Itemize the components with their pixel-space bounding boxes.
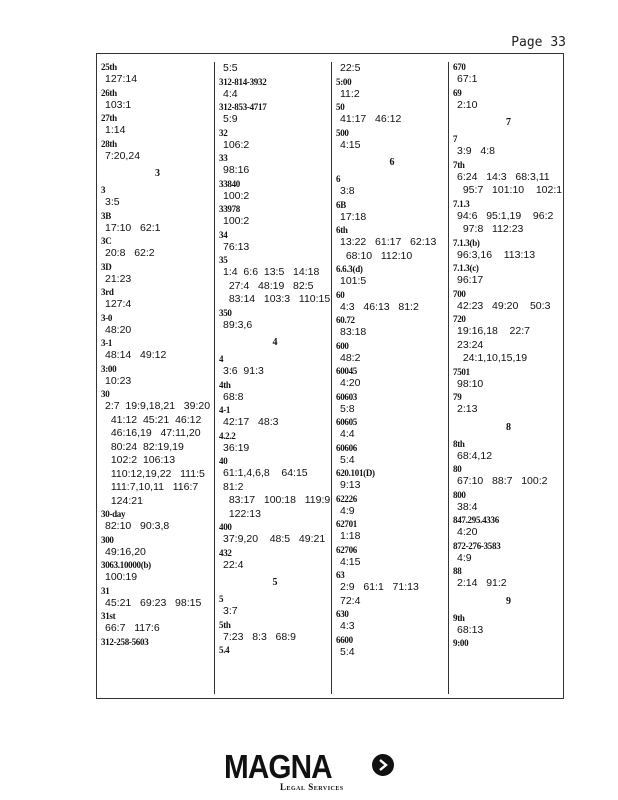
- page-line-references: 2:14 91:2: [457, 577, 507, 589]
- page-line-references: 9:13: [340, 479, 361, 491]
- index-term: 3D: [101, 261, 112, 272]
- index-term: 720: [453, 314, 466, 324]
- index-entry: [336, 200, 448, 225]
- page-line-references: 68:8: [223, 390, 244, 403]
- index-entry: [219, 204, 331, 229]
- index-entry: [453, 199, 564, 237]
- page-line-references: 10:23: [105, 374, 132, 387]
- index-term: 50: [336, 102, 345, 112]
- index-letter-heading: 8: [506, 421, 511, 433]
- index-entry: [219, 594, 331, 619]
- index-column-4: [448, 62, 564, 694]
- index-term: 620.101(D): [336, 468, 375, 478]
- index-term: 312-814-3932: [219, 76, 267, 87]
- index-term: 34: [219, 229, 228, 240]
- index-term: 35: [219, 255, 228, 265]
- page-number: Page 33: [511, 35, 566, 50]
- index-term: 3063.10000(b): [101, 560, 151, 570]
- index-entry: [219, 405, 331, 430]
- page-line-references: 22:4: [223, 558, 244, 571]
- index-entry: [336, 264, 448, 289]
- index-term: 7: [453, 134, 458, 144]
- page-line-references: 94:6 95:1,19 96:2 97:8 112:23: [457, 209, 554, 235]
- index-column-2: [214, 62, 331, 694]
- index-term: 4: [219, 354, 224, 364]
- page-line-references: 17:18: [340, 210, 367, 223]
- index-entry: [101, 535, 214, 560]
- page-line-references: 36:19: [223, 441, 250, 454]
- index-entry: [219, 230, 331, 255]
- page-line-references: 2:10: [457, 98, 478, 111]
- index-entry: [219, 77, 331, 102]
- index-entry: [101, 611, 214, 636]
- page-line-references: 98:10: [457, 377, 484, 390]
- page-line-references: 42:17 48:3: [223, 416, 279, 428]
- index-term: 5:00: [336, 76, 352, 87]
- index-term: 312-853-4717: [219, 102, 267, 112]
- page-line-references: 68:4,12: [457, 449, 493, 462]
- page-line-references: 42:23 49:20 50:3: [457, 299, 551, 312]
- index-term: 500: [336, 127, 349, 138]
- index-entry: [336, 635, 448, 660]
- arrow-circle-icon: [372, 754, 394, 776]
- page-line-references: 48:14 49:12: [105, 349, 167, 361]
- logo-tagline: Legal Services: [280, 782, 344, 792]
- index-entry: [101, 236, 214, 261]
- page-line-references: 4:20: [457, 526, 478, 538]
- page-line-references: 4:3 46:13 81:2: [340, 300, 419, 313]
- index-column-1: [97, 62, 214, 694]
- page-line-references: 82:10 90:3,8: [105, 520, 170, 532]
- page-line-references: 66:7 117:6: [105, 622, 160, 634]
- index-term: 62706: [336, 544, 358, 555]
- index-term: 350: [219, 307, 232, 318]
- page-line-references: 100:2: [223, 189, 250, 202]
- index-entry: [453, 62, 564, 87]
- index-letter-heading: 5: [272, 577, 278, 588]
- page-line-references: 41:17 46:12: [340, 113, 402, 125]
- page-line-references: 11:2: [340, 87, 360, 100]
- index-entry: [336, 290, 448, 315]
- page-line-references: 3:7: [223, 605, 238, 617]
- index-term: 6: [336, 174, 341, 184]
- page-line-references: 4:20: [340, 377, 361, 389]
- index-term: 3C: [101, 236, 112, 246]
- index-entry: [453, 638, 564, 649]
- index-term: 400: [219, 522, 232, 532]
- index-entry: [219, 620, 331, 645]
- page-line-references: 103:1: [105, 98, 132, 111]
- index-entry: [336, 417, 448, 442]
- index-term: 31: [101, 585, 110, 596]
- index-term: 7.1.3: [453, 198, 470, 209]
- index-entry: [336, 225, 448, 263]
- index-entry: [219, 645, 331, 656]
- index-entry: [101, 509, 214, 534]
- index-term: 30: [101, 389, 110, 399]
- index-term: 9:00: [453, 638, 469, 648]
- index-term: 3rd: [101, 287, 114, 297]
- index-entry: [453, 314, 564, 366]
- index-entry: [219, 255, 331, 307]
- index-entry: [219, 62, 331, 76]
- index-entry: [101, 139, 214, 164]
- index-term: 88: [453, 566, 462, 576]
- index-entry: [101, 262, 214, 287]
- index-entry: [219, 431, 331, 456]
- index-letter-heading: 7: [506, 117, 511, 128]
- index-term: 33978: [219, 204, 241, 214]
- page-line-references: 7:20,24: [105, 149, 141, 162]
- page-line-references: 45:21 69:23 98:15: [105, 596, 202, 609]
- page-line-references: 5:5: [223, 62, 238, 74]
- index-term: 6.6.3(d): [336, 264, 363, 274]
- index-entry: [101, 211, 214, 236]
- page-line-references: 3:8: [340, 185, 355, 197]
- index-term: 3: [101, 185, 106, 195]
- index-term: 7.1.3(c): [453, 263, 479, 273]
- index-term: 32: [219, 127, 228, 138]
- index-term: 432: [219, 547, 232, 558]
- page-line-references: 38:4: [457, 500, 478, 513]
- index-term: 630: [336, 609, 349, 619]
- index-term: 3-1: [101, 338, 113, 348]
- index-term: 5th: [219, 619, 231, 630]
- index-term: 4-1: [219, 405, 231, 415]
- index-term: 60: [336, 289, 345, 300]
- index-term: 63: [336, 570, 345, 580]
- page-line-references: 21:23: [105, 272, 132, 285]
- index-entry: [336, 519, 448, 544]
- index-term: 60603: [336, 391, 358, 402]
- index-entry: [219, 153, 331, 178]
- index-entry: [336, 102, 448, 127]
- index-term: 62226: [336, 493, 358, 504]
- index-letter-heading: 9: [506, 595, 511, 607]
- index-entry: [101, 287, 214, 312]
- index-term: 60.72: [336, 315, 355, 325]
- word-index-frame: [96, 53, 564, 699]
- index-term: 40: [219, 456, 228, 466]
- index-entry: [453, 566, 564, 591]
- index-entry: [336, 609, 448, 634]
- index-entry: [453, 515, 564, 540]
- index-entry: [219, 102, 331, 127]
- index-entry: [336, 366, 448, 391]
- index-term: 60045: [336, 366, 358, 376]
- index-term: 9th: [453, 612, 465, 623]
- page-line-references: 68:13: [457, 623, 484, 636]
- index-entry: [219, 354, 331, 379]
- page-line-references: 5:9: [223, 113, 238, 125]
- index-entry: [336, 545, 448, 570]
- page-line-references: 127:14: [105, 73, 138, 85]
- index-term: 69: [453, 87, 462, 98]
- page-line-references: 48:20: [105, 323, 132, 336]
- page-line-references: 4:4: [340, 428, 355, 440]
- page-line-references: 7:23 8:3 68:9: [223, 630, 296, 643]
- index-term: 31st: [101, 611, 116, 621]
- page-line-references: 37:9,20 48:5 49:21: [223, 533, 326, 545]
- page-line-references: 1:18: [340, 530, 361, 542]
- index-entry: [336, 62, 448, 76]
- index-term: 7.1.3(b): [453, 237, 480, 248]
- page-line-references: 100:2: [223, 215, 250, 227]
- index-entry: [219, 380, 331, 405]
- index-term: 27th: [101, 113, 117, 123]
- page-line-references: 1:14: [105, 124, 126, 136]
- index-entry: [101, 113, 214, 138]
- page-line-references: 17:10 62:1: [105, 221, 161, 234]
- index-term: 3B: [101, 210, 111, 221]
- index-column-3: [331, 62, 448, 694]
- index-entry: [219, 308, 331, 333]
- page-line-references: 4:15: [340, 138, 361, 151]
- page-line-references: 5:8: [340, 402, 355, 415]
- index-term: 312-258-5603: [101, 636, 149, 647]
- index-entry: [219, 522, 331, 547]
- index-term: 25th: [101, 62, 117, 72]
- index-term: 670: [453, 62, 466, 72]
- index-term: 6th: [336, 225, 348, 235]
- page-line-references: 4:9: [340, 504, 355, 517]
- index-term: 60606: [336, 442, 358, 453]
- index-entry: [219, 548, 331, 573]
- index-entry: [101, 338, 214, 363]
- page-line-references: 48:2: [340, 351, 361, 364]
- index-entry: [336, 468, 448, 493]
- index-letter-heading: 4: [272, 337, 278, 348]
- page-line-references: 13:22 61:17 62:13 68:10 112:10: [340, 236, 437, 262]
- index-entry: [336, 443, 448, 468]
- page-line-references: 100:19: [105, 571, 138, 583]
- index-term: 26th: [101, 87, 117, 98]
- index-entry: [453, 439, 564, 464]
- page-line-references: 4:3: [340, 620, 355, 632]
- index-term: 300: [101, 534, 114, 545]
- index-entry: [453, 464, 564, 489]
- index-entry: [453, 541, 564, 566]
- index-term: 6B: [336, 199, 346, 210]
- index-entry: [336, 494, 448, 519]
- page-line-references: 5:4: [340, 645, 355, 658]
- page-line-references: 67:10 88:7 100:2: [457, 475, 548, 487]
- index-term: 600: [336, 340, 349, 351]
- index-entry: [453, 160, 564, 198]
- page-line-references: 5:4: [340, 453, 355, 466]
- index-entry: [101, 62, 214, 87]
- index-term: 6600: [336, 634, 353, 645]
- index-entry: [219, 128, 331, 153]
- magna-logo: [224, 750, 396, 794]
- page-line-references: 19:16,18 22:7 23:24 24:1,10,15,19: [457, 325, 530, 364]
- index-entry: [453, 613, 564, 638]
- index-term: 28th: [101, 138, 117, 149]
- page-line-references: 22:5: [340, 62, 361, 74]
- page-line-references: 89:3,6: [223, 318, 253, 331]
- index-entry: [101, 88, 214, 113]
- page-line-references: 101:5: [340, 275, 367, 287]
- index-entry: [453, 134, 564, 159]
- page-line-references: 1:4 6:6 13:5 14:18 27:4 48:19 82:5 83:14 103:3 110:15: [223, 266, 331, 305]
- logo-wordmark: MAGNA: [224, 748, 332, 785]
- page-line-references: 83:18: [340, 326, 367, 338]
- index-term: 872-276-3583: [453, 540, 501, 551]
- index-term: 33: [219, 153, 228, 163]
- index-entry: [453, 367, 564, 392]
- index-term: 5.4: [219, 645, 230, 655]
- index-term: 33840: [219, 178, 241, 189]
- index-entry: [101, 560, 214, 585]
- page-line-references: 3:6 91:3: [223, 365, 264, 377]
- index-entry: [219, 179, 331, 204]
- page-line-references: 3:9 4:8: [457, 145, 495, 157]
- index-term: 30-day: [101, 509, 126, 519]
- index-term: 847.295.4336: [453, 515, 499, 525]
- index-entry: [453, 289, 564, 314]
- index-entry: [336, 392, 448, 417]
- index-entry: [336, 128, 448, 153]
- index-term: 5: [219, 594, 224, 604]
- index-entry: [453, 88, 564, 113]
- index-entry: [336, 77, 448, 102]
- index-entry: [336, 570, 448, 608]
- index-term: 80: [453, 464, 462, 474]
- page-line-references: 127:4: [105, 298, 132, 310]
- page-line-references: 2:13: [457, 403, 478, 415]
- index-term: 7501: [453, 366, 470, 377]
- page-line-references: 20:8 62:2: [105, 247, 155, 259]
- index-term: 79: [453, 392, 462, 402]
- index-letter-heading: 6: [389, 157, 395, 168]
- index-entry: [101, 364, 214, 389]
- index-entry: [219, 456, 331, 521]
- page-line-references: 96:17: [457, 274, 484, 286]
- page-line-references: 4:9: [457, 551, 472, 564]
- index-term: 700: [453, 288, 466, 299]
- page-line-references: 67:1: [457, 73, 478, 85]
- page-line-references: 3:5: [105, 196, 120, 208]
- page-line-references: 4:4: [223, 87, 238, 100]
- index-letter-heading: 3: [155, 168, 160, 179]
- page-line-references: 4:15: [340, 555, 361, 568]
- index-entry: [336, 174, 448, 199]
- index-entry: [101, 389, 214, 508]
- index-entry: [101, 586, 214, 611]
- index-term: 3:00: [101, 363, 117, 374]
- index-term: 8th: [453, 438, 465, 449]
- page-line-references: 76:13: [223, 240, 250, 253]
- page-line-references: 106:2: [223, 138, 250, 151]
- page-line-references: 49:16,20: [105, 545, 146, 558]
- index-term: 60605: [336, 417, 358, 427]
- index-term: 7th: [453, 159, 465, 170]
- index-term: 800: [453, 489, 466, 500]
- index-entry: [101, 313, 214, 338]
- index-entry: [101, 185, 214, 210]
- index-term: 4th: [219, 379, 231, 390]
- page-line-references: 6:24 14:3 68:3,11 95:7 101:10 102:1: [457, 170, 563, 196]
- page-line-references: 2:7 19:9,18,21 39:20 41:12 45:21 46:12 46:16,19 47:11,20 80:24 82:19,19 102:2 106:13 110:12,19,22 111:5 111:7,10,11 116:7 124:21: [105, 400, 211, 507]
- page-line-references: 98:16: [223, 164, 250, 176]
- index-entry: [336, 341, 448, 366]
- index-entry: [101, 637, 214, 648]
- page-line-references: 2:9 61:1 71:13 72:4: [340, 581, 431, 607]
- index-term: 3-0: [101, 312, 113, 323]
- index-term: 62701: [336, 519, 358, 529]
- index-entry: [453, 392, 564, 417]
- index-entry: [336, 315, 448, 340]
- index-entry: [453, 490, 564, 515]
- index-entry: [453, 263, 564, 288]
- page-line-references: 61:1,4,6,8 64:15 81:2 83:17 100:18 119:9 122:13: [223, 467, 331, 520]
- index-entry: [453, 238, 564, 263]
- page-line-references: 96:3,16 113:13: [457, 248, 536, 261]
- index-term: 4.2.2: [219, 430, 236, 441]
